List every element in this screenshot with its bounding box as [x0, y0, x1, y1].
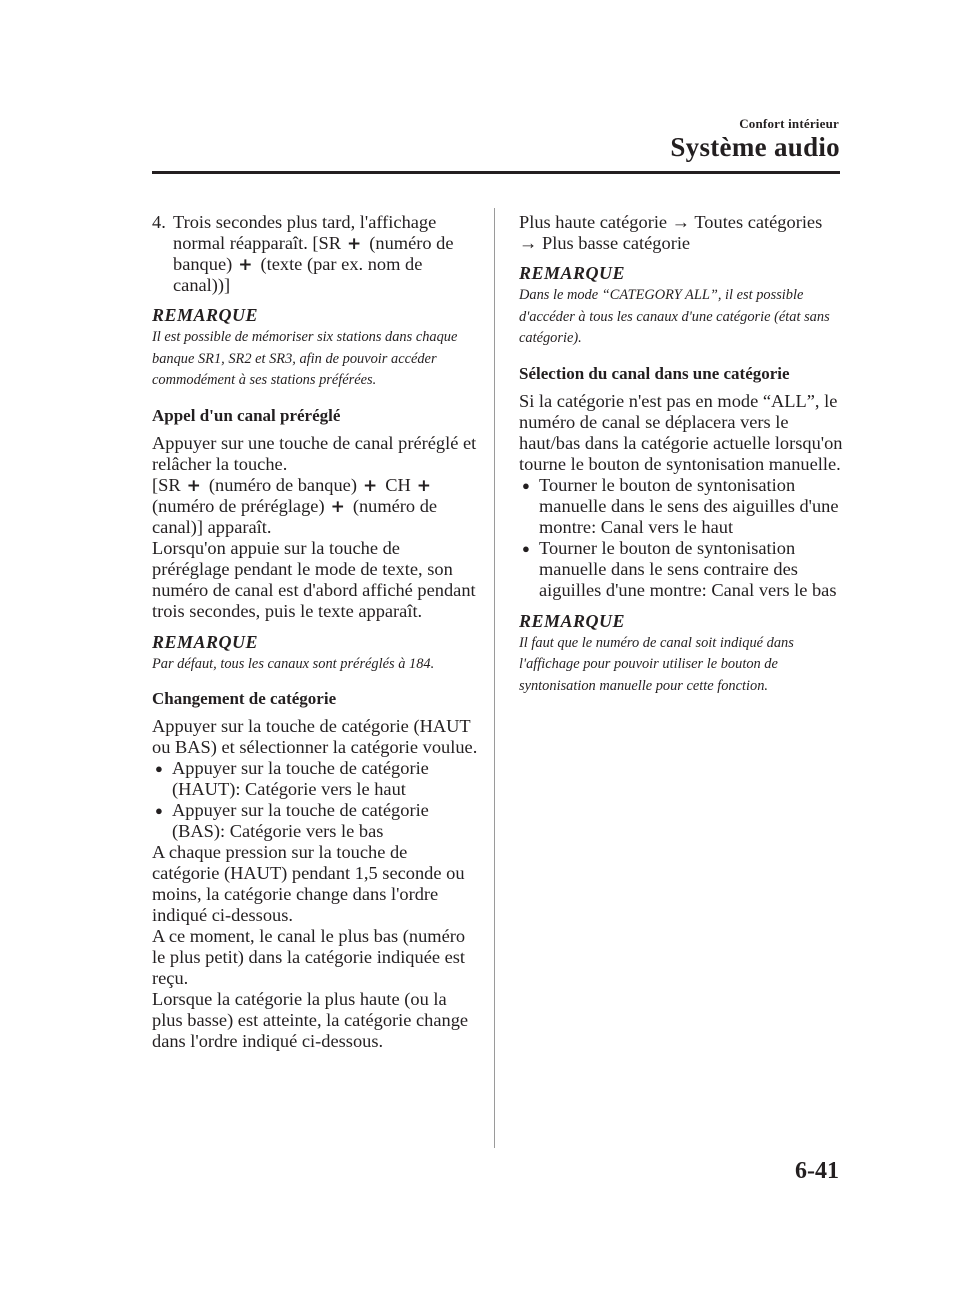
- column-divider: [494, 208, 495, 1148]
- step-number: 4.: [152, 212, 166, 232]
- header-rule: [152, 171, 840, 174]
- paragraph: Si la catégorie n'est pas en mode “ALL”, le numéro de canal se déplacera vers le haut/bas dans la catégorie actuelle lorsqu'on tourne le bouton de syntonisation manuelle.: [519, 390, 843, 474]
- section-heading: Sélection du canal dans une catégorie: [519, 363, 790, 383]
- right-column: [519, 212, 843, 697]
- paragraph-sequence: [SR + (numéro de banque) + CH +(numéro de préréglage) + (numéro de canal)] apparaît.: [152, 474, 438, 537]
- bullet-list: [519, 475, 843, 601]
- page-number: 6-41: [795, 1158, 839, 1184]
- paragraph: Appuyer sur la touche de catégorie (HAUT ou BAS) et sélectionner la catégorie voulue.: [152, 716, 478, 757]
- remark-body: Dans le mode “CATEGORY ALL”, il est possible d'accéder à tous les canaux d'une catégorie (état sans catégorie).: [519, 287, 830, 346]
- list-item: ● Appuyer sur la touche de catégorie (HAUT): Catégorie vers le haut: [152, 758, 478, 800]
- step-text: Trois secondes plus tard, l'affichage normal réapparaît. [SR + (numéro de banque) + (texte (par ex. nom de canal))]: [173, 212, 454, 295]
- left-column: [152, 212, 478, 1052]
- plus-icon: +: [186, 475, 201, 496]
- paragraph: A ce moment, le canal le plus bas (numéro le plus petit) dans la catégorie indiquée est reçu.: [152, 926, 466, 988]
- section-heading: Changement de catégorie: [152, 689, 337, 708]
- section-heading: Appel d'un canal préréglé: [152, 405, 341, 425]
- paragraph: Appuyer sur une touche de canal préréglé et relâcher la touche.: [152, 432, 477, 474]
- remark-title: REMARQUE: [152, 631, 259, 652]
- remark-title: REMARQUE: [519, 610, 626, 631]
- remark-body: Il est possible de mémoriser six stations dans chaque banque SR1, SR2 et SR3, afin de pouvoir accéder commodément à ses stations préférées.: [152, 329, 458, 388]
- plus-icon: +: [238, 255, 253, 275]
- plus-icon: +: [362, 475, 378, 496]
- remark-title: REMARQUE: [152, 305, 259, 325]
- category-order: Plus haute catégorie → Toutes catégories → Plus basse catégorie: [519, 212, 823, 253]
- paragraph: Lorsque la catégorie la plus haute (ou la plus basse) est atteinte, la catégorie change dans l'ordre indiqué ci-dessous.: [152, 989, 469, 1051]
- page-title: Système audio: [670, 132, 840, 162]
- paragraph: A chaque pression sur la touche de catégorie (HAUT) pendant 1,5 seconde ou moins, la catégorie change dans l'ordre indiqué ci-dessous.: [152, 842, 465, 925]
- list-item: ● Appuyer sur la touche de catégorie (BAS): Catégorie vers le bas: [152, 800, 478, 842]
- paragraph: Lorsqu'on appuie sur la touche de préréglage pendant le mode de texte, son numéro de canal est d'abord affiché pendant trois secondes, puis le texte apparaît.: [152, 537, 476, 621]
- plus-icon: +: [347, 234, 362, 254]
- plus-icon: +: [330, 496, 345, 517]
- bullet-icon: ●: [155, 761, 163, 776]
- bullet-icon: ●: [522, 540, 530, 556]
- remark-body: Par défaut, tous les canaux sont préréglés à 184.: [152, 655, 435, 672]
- list-item: ● Tourner le bouton de syntonisation manuelle dans le sens contraire des aiguilles d'une montre: Canal vers le bas: [519, 538, 843, 601]
- bullet-list: [152, 758, 478, 842]
- list-item: ● Tourner le bouton de syntonisation manuelle dans le sens des aiguilles d'une montre: Canal vers le haut: [519, 475, 843, 538]
- step-4: [152, 212, 478, 296]
- remark-body: Il faut que le numéro de canal soit indiqué dans l'affichage pour pouvoir utiliser le bouton de syntonisation manuelle pour cette fonction.: [519, 634, 794, 694]
- section-label: Confort intérieur: [739, 116, 839, 131]
- bullet-icon: ●: [155, 803, 163, 818]
- plus-icon: +: [416, 475, 432, 496]
- bullet-icon: ●: [522, 477, 530, 493]
- remark-title: REMARQUE: [519, 263, 626, 283]
